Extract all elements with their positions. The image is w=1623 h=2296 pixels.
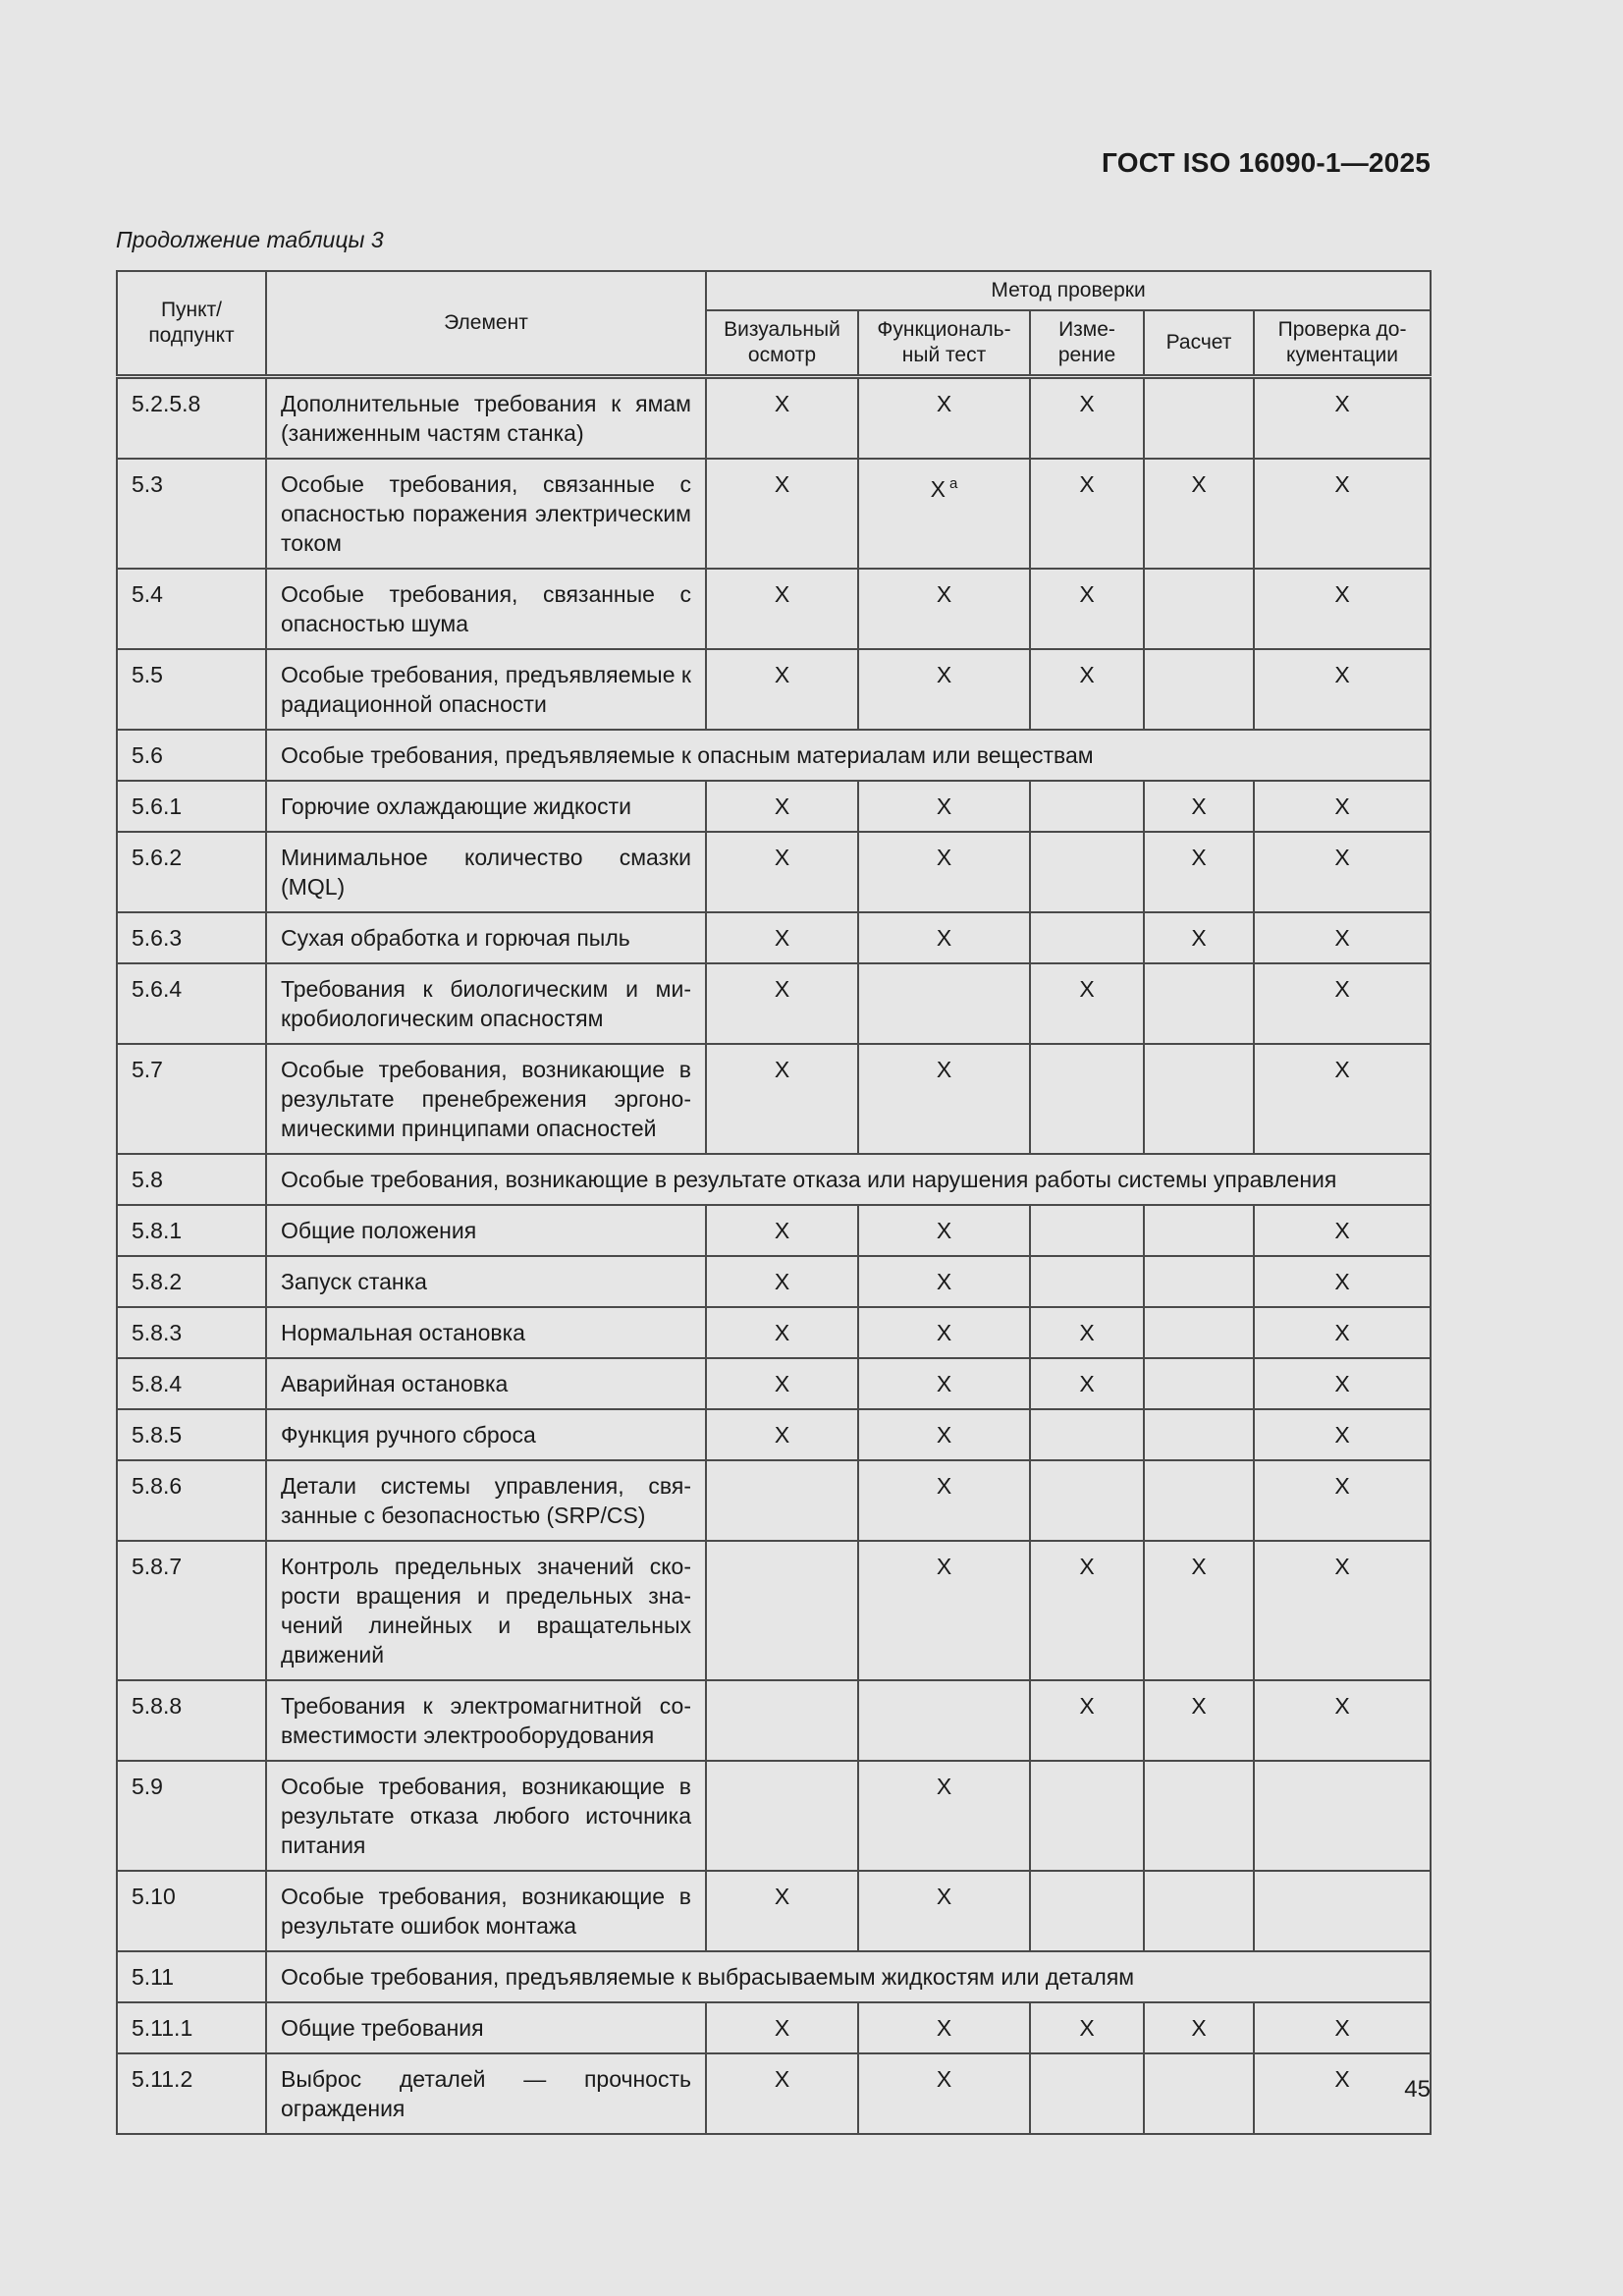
element-text: Контроль предельных значений скорости вращения и предельных значений линейных и вращательных движений [266,1541,706,1680]
method-mark [706,1680,858,1761]
mark-value: X [1334,1693,1350,1719]
method-mark [1144,1761,1254,1871]
mark-value: X [774,2015,790,2041]
clause-number: 5.6 [117,730,266,781]
header-clause: Пункт/ подпункт [117,271,266,377]
mark-value: X [1334,1473,1350,1499]
table-row [117,1541,1431,1680]
method-mark [1254,781,1431,832]
table-caption: Продолжение таблицы 3 [116,227,384,252]
method-mark [858,459,1030,569]
table-row [117,1951,1431,2002]
method-mark [1144,963,1254,1044]
method-mark [1254,1680,1431,1761]
method-mark [1030,1307,1144,1358]
element-text: Особые требования, возникающие в результате пренебрежения эргономическими принципами опасностей [266,1044,706,1154]
method-mark [1144,377,1254,460]
mark-value: X [774,1422,790,1448]
method-mark [1030,569,1144,649]
method-mark [1254,963,1431,1044]
element-text: Требования к биологическим и микробиологическим опасностям [266,963,706,1044]
clause-number: 5.6.1 [117,781,266,832]
table-row [117,963,1431,1044]
method-mark [1030,459,1144,569]
mark-value: X [1079,391,1095,416]
mark-value: X [1334,1269,1350,1294]
clause-number: 5.8.2 [117,1256,266,1307]
clause-number: 5.11 [117,1951,266,2002]
method-mark [1254,1541,1431,1680]
element-text: Особые требования, возникающие в результате отказа любого источника питания [266,1761,706,1871]
method-mark [858,2053,1030,2134]
table-row [117,1044,1431,1154]
mark-value: X [1079,662,1095,687]
method-mark [1144,1460,1254,1541]
method-mark [706,1307,858,1358]
method-mark [706,832,858,912]
table-row [117,781,1431,832]
mark-value: X [1334,1057,1350,1082]
mark-value: X [1191,1693,1207,1719]
mark-value: X [936,1057,952,1082]
method-mark [1144,1358,1254,1409]
method-mark [1030,1871,1144,1951]
clause-number: 5.10 [117,1871,266,1951]
method-mark [706,1205,858,1256]
mark-value: X [1191,845,1207,870]
method-mark [1254,377,1431,460]
header-method-group: Метод проверки [706,271,1431,310]
method-mark [1144,649,1254,730]
element-text: Детали системы управления, связанные с безопасностью (SRP/CS) [266,1460,706,1541]
method-mark [1030,649,1144,730]
method-mark [706,1460,858,1541]
section-heading: Особые требования, возникающие в результате отказа или нарушения работы системы управления [266,1154,1431,1205]
method-mark [1254,459,1431,569]
method-mark [1144,1044,1254,1154]
method-mark [858,912,1030,963]
mark-value: X [1191,471,1207,497]
method-mark [1254,1205,1431,1256]
mark-value: X [1191,925,1207,951]
method-mark [1144,912,1254,963]
method-mark [1144,832,1254,912]
mark-value: X [774,471,790,497]
method-mark [706,1256,858,1307]
method-mark [858,832,1030,912]
mark-value: X [774,1057,790,1082]
method-mark [706,569,858,649]
element-text: Особые требования, связанные с опасностью поражения электрическим током [266,459,706,569]
clause-number: 5.4 [117,569,266,649]
mark-value: X [1334,581,1350,607]
method-mark [1144,1871,1254,1951]
method-mark [1144,2002,1254,2053]
mark-value: X [1334,845,1350,870]
table-row [117,649,1431,730]
method-mark [1030,963,1144,1044]
mark-value: X [774,581,790,607]
element-text: Аварийная остановка [266,1358,706,1409]
method-mark [1254,569,1431,649]
method-mark [1030,377,1144,460]
table-row [117,377,1431,460]
mark-value: X [936,1371,952,1396]
element-text: Особые требования, предъявляемые к радиационной опасности [266,649,706,730]
method-mark [1254,1409,1431,1460]
page-number: 45 [1404,2076,1431,2103]
method-mark [706,781,858,832]
mark-value: X [1334,1554,1350,1579]
element-text: Нормальная остановка [266,1307,706,1358]
method-mark [858,1044,1030,1154]
mark-value: X [1334,976,1350,1002]
method-mark [858,1307,1030,1358]
clause-number: 5.8 [117,1154,266,1205]
method-mark [1030,1205,1144,1256]
element-text: Особые требования, возникающие в результате ошибок монтажа [266,1871,706,1951]
method-mark [858,1871,1030,1951]
method-mark [858,1409,1030,1460]
mark-value: X [1079,1554,1095,1579]
clause-number: 5.6.4 [117,963,266,1044]
method-mark [858,1761,1030,1871]
mark-value: X [774,1269,790,1294]
mark-value: X [1079,2015,1095,2041]
method-mark [706,1044,858,1154]
method-mark [858,2002,1030,2053]
element-text: Особые требования, связанные с опасностью шума [266,569,706,649]
method-mark [1030,832,1144,912]
method-mark [706,1409,858,1460]
table-row [117,2053,1431,2134]
mark-value: X [1079,471,1095,497]
header-method-measurement: Измерение [1030,310,1144,377]
section-heading: Особые требования, предъявляемые к опасным материалам или веществам [266,730,1431,781]
clause-number: 5.7 [117,1044,266,1154]
header-method-functional: Функциональный тест [858,310,1030,377]
mark-value: X [1334,1422,1350,1448]
element-text: Сухая обработка и горючая пыль [266,912,706,963]
table-row [117,730,1431,781]
method-mark [858,377,1030,460]
method-mark [1254,1044,1431,1154]
mark-value: X [774,1320,790,1345]
method-mark [1144,2053,1254,2134]
mark-value: X [930,476,946,502]
mark-value: X [774,1218,790,1243]
mark-value: X [936,2066,952,2092]
method-mark [858,1541,1030,1680]
method-mark [1254,1307,1431,1358]
table-row [117,1154,1431,1205]
method-mark [1254,2002,1431,2053]
table-row [117,1409,1431,1460]
method-mark [1144,781,1254,832]
mark-value: X [1079,1320,1095,1345]
method-mark [858,1256,1030,1307]
table-row [117,1358,1431,1409]
method-mark [1144,1307,1254,1358]
mark-value: X [936,2015,952,2041]
element-text: Общие требования [266,2002,706,2053]
clause-number: 5.6.2 [117,832,266,912]
table-row [117,1307,1431,1358]
mark-value: X [936,1473,952,1499]
mark-value: X [774,976,790,1002]
method-mark [1030,2002,1144,2053]
method-mark [1144,569,1254,649]
clause-number: 5.8.5 [117,1409,266,1460]
clause-number: 5.8.3 [117,1307,266,1358]
method-mark [1144,1256,1254,1307]
table-row [117,1256,1431,1307]
mark-value: X [936,391,952,416]
method-mark [706,963,858,1044]
method-mark [858,1680,1030,1761]
mark-value: X [1334,2066,1350,2092]
mark-value: X [1334,925,1350,951]
method-mark [858,1205,1030,1256]
clause-number: 5.8.1 [117,1205,266,1256]
mark-value: X [936,662,952,687]
mark-value: X [936,1218,952,1243]
table-row [117,2002,1431,2053]
mark-value: X [774,1884,790,1909]
mark-value: X [1079,976,1095,1002]
mark-value: X [936,1884,952,1909]
element-text: Функция ручного сброса [266,1409,706,1460]
table-row [117,832,1431,912]
method-mark [1144,1205,1254,1256]
clause-number: 5.9 [117,1761,266,1871]
mark-value: X [1334,1371,1350,1396]
mark-value: X [1191,2015,1207,2041]
header-method-documentation: Проверка документации [1254,310,1431,377]
element-text: Выброс деталей — прочность ограждения [266,2053,706,2134]
method-mark [1254,1460,1431,1541]
method-mark [706,1871,858,1951]
table-row [117,1761,1431,1871]
method-mark [1144,1541,1254,1680]
mark-value: X [936,793,952,819]
method-mark [858,1460,1030,1541]
method-mark [858,963,1030,1044]
table-row [117,1205,1431,1256]
table-row [117,1460,1431,1541]
clause-number: 5.8.4 [117,1358,266,1409]
mark-value: X [1334,662,1350,687]
method-mark [1254,1358,1431,1409]
mark-value: X [1191,1554,1207,1579]
mark-value: X [936,1774,952,1799]
method-mark [1254,649,1431,730]
method-mark [1030,1680,1144,1761]
method-mark [706,912,858,963]
method-mark [706,649,858,730]
mark-value: X [1079,581,1095,607]
section-heading: Особые требования, предъявляемые к выбрасываемым жидкостям или деталям [266,1951,1431,2002]
method-mark [1030,912,1144,963]
header-method-calculation: Расчет [1144,310,1254,377]
method-mark [1254,1256,1431,1307]
mark-value: X [1334,1320,1350,1345]
mark-value: X [1334,471,1350,497]
mark-value: X [774,845,790,870]
method-mark [1030,1256,1144,1307]
method-mark [1254,912,1431,963]
mark-value: X [774,1371,790,1396]
table-row [117,1871,1431,1951]
mark-value: X [1079,1693,1095,1719]
method-mark [706,1358,858,1409]
clause-number: 5.8.8 [117,1680,266,1761]
clause-number: 5.3 [117,459,266,569]
mark-value: X [1334,2015,1350,2041]
method-mark [1030,1358,1144,1409]
clause-number: 5.11.1 [117,2002,266,2053]
mark-value: X [936,1554,952,1579]
mark-value: X [1334,793,1350,819]
mark-value: X [774,2066,790,2092]
mark-value: X [936,845,952,870]
method-mark [706,2053,858,2134]
header-element: Элемент [266,271,706,377]
method-mark [1030,2053,1144,2134]
element-text: Минимальное количество смазки (MQL) [266,832,706,912]
clause-number: 5.5 [117,649,266,730]
element-text: Общие положения [266,1205,706,1256]
table-row [117,912,1431,963]
element-text: Дополнительные требования к ямам (заниженным частям станка) [266,377,706,460]
document-code: ГОСТ ISO 16090-1—2025 [1102,147,1431,178]
method-mark [1144,1680,1254,1761]
method-mark [706,377,858,460]
mark-value: X [774,925,790,951]
clause-number: 5.6.3 [117,912,266,963]
method-mark [1030,1044,1144,1154]
clause-number: 5.8.7 [117,1541,266,1680]
table-row [117,569,1431,649]
method-mark [1254,1761,1431,1871]
mark-value: X [936,925,952,951]
method-mark [858,781,1030,832]
element-text: Требования к электромагнитной совместимости электрооборудования [266,1680,706,1761]
header-method-visual: Визуальный осмотр [706,310,858,377]
method-mark [1144,1409,1254,1460]
mark-value: X [1334,391,1350,416]
table-row [117,1680,1431,1761]
table-body [117,377,1431,2135]
clause-number: 5.2.5.8 [117,377,266,460]
method-mark [1254,1871,1431,1951]
method-mark [1030,1541,1144,1680]
method-mark [706,459,858,569]
table-row [117,459,1431,569]
footnote-marker: a [949,475,958,492]
mark-value: X [936,1320,952,1345]
method-mark [1030,1409,1144,1460]
mark-value: X [936,1422,952,1448]
element-text: Запуск станка [266,1256,706,1307]
method-mark [858,569,1030,649]
method-mark [1030,1460,1144,1541]
method-mark [1030,781,1144,832]
method-mark [1254,832,1431,912]
mark-value: X [774,793,790,819]
method-mark [858,649,1030,730]
mark-value: X [774,391,790,416]
clause-number: 5.11.2 [117,2053,266,2134]
verification-table [116,270,1432,2135]
mark-value: X [1079,1371,1095,1396]
element-text: Горючие охлаждающие жидкости [266,781,706,832]
method-mark [1144,459,1254,569]
method-mark [706,1541,858,1680]
mark-value: X [1334,1218,1350,1243]
method-mark [706,1761,858,1871]
mark-value: X [1191,793,1207,819]
method-mark [858,1358,1030,1409]
clause-number: 5.8.6 [117,1460,266,1541]
method-mark [706,2002,858,2053]
method-mark [1030,1761,1144,1871]
mark-value: X [774,662,790,687]
mark-value: X [936,581,952,607]
mark-value: X [936,1269,952,1294]
